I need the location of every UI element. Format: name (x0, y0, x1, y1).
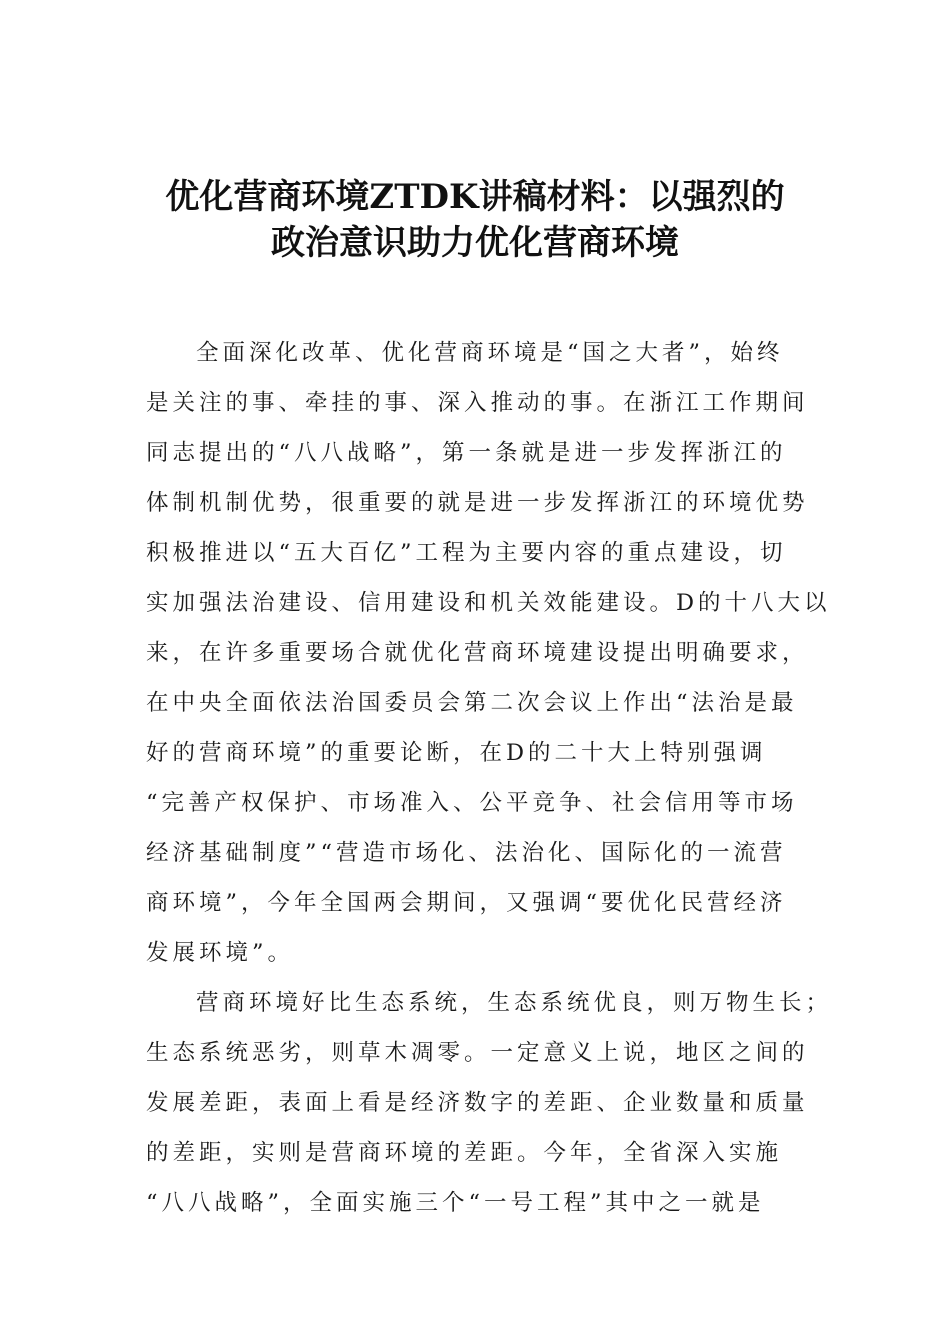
paragraph-1-line-4: 体制机制优势，很重要的就是进一步发挥浙江的环境优势 (146, 490, 809, 516)
paragraph-1-line-8: 在中央全面依法治国委员会第二次会议上作出“法治是最 (146, 690, 798, 716)
title-line-2: 政治意识助力优化营商环境 (271, 223, 679, 263)
paragraph-1-line-6: 实加强法治建设、信用建设和机关效能建设。D的十八大以 (146, 590, 831, 616)
paragraph-1-line-5: 积极推进以“五大百亿”工程为主要内容的重点建设，切 (146, 540, 787, 566)
paragraph-1-line-7: 来，在许多重要场合就优化营商环境建设提出明确要求， (146, 640, 809, 666)
paragraph-1-line-13: 发展环境”。 (146, 940, 295, 966)
paragraph-2-line-4: 的差距，实则是营商环境的差距。今年，全省深入实施 (146, 1140, 783, 1166)
document-title (100, 174, 850, 266)
paragraph-2-line-5: “八八战略”，全面实施三个“一号工程”其中之一就是 (146, 1190, 765, 1216)
paragraph-1-line-1: 全面深化改革、优化营商环境是“国之大者”，始终 (196, 340, 784, 366)
paragraph-2-line-3: 发展差距，表面上看是经济数字的差距、企业数量和质量 (146, 1090, 809, 1116)
paragraph-1-line-12: 商环境”，今年全国两会期间，又强调“要优化民营经济 (146, 890, 787, 916)
paragraph-1-line-10: “完善产权保护、市场准入、公平竞争、社会信用等市场 (146, 790, 798, 816)
paragraph-2-line-1: 营商环境好比生态系统，生态系统优良，则万物生长； (196, 990, 833, 1016)
paragraph-2-line-2: 生态系统恶劣，则草木凋零。一定意义上说，地区之间的 (146, 1040, 809, 1066)
paragraph-1-line-2: 是关注的事、牵挂的事、深入推动的事。在浙江工作期间 (146, 390, 809, 416)
title-line-1: 优化营商环境ZTDK讲稿材料：以强烈的 (165, 177, 785, 217)
paragraph-1-line-11: 经济基础制度”“营造市场化、法治化、国际化的一流营 (146, 840, 787, 866)
paragraph-1-line-9: 好的营商环境”的重要论断，在D的二十大上特别强调 (146, 740, 767, 766)
paragraph-1-line-3: 同志提出的“八八战略”，第一条就是进一步发挥浙江的 (146, 440, 787, 466)
